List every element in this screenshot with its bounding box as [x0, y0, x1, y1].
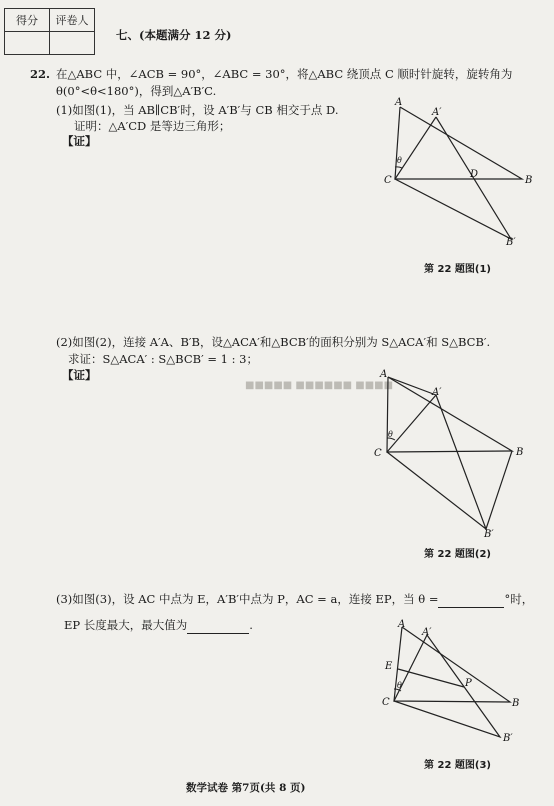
fig1-label-A: A	[395, 97, 403, 108]
figure-3-caption: 第 22 题图(3)	[424, 760, 491, 771]
part1-line1: (1)如图(1)，当 AB∥CB′时，设 A′B′与 CB 相交于点 D.	[56, 103, 339, 117]
page-footer: 数学试卷 第7页(共 8 页)	[186, 782, 306, 794]
figure-2	[370, 365, 550, 540]
part2-line2: 求证：S△ACA′ : S△BCB′ = 1 : 3；	[68, 352, 258, 366]
problem-intro-line2: θ(0°<θ<180°)，得到△A′B′C.	[56, 84, 217, 98]
part3-line1-text: (3)如图(3)，设 AC 中点为 E，A′B′中点为 P，AC = a，连接 EP，当 θ =	[56, 592, 439, 606]
score-cell[interactable]	[5, 32, 50, 55]
bleed-through-text: ■■■■■ ■■■■■■ ■■■■	[245, 380, 394, 391]
fig1-label-C: C	[384, 175, 392, 186]
fig2-label-A-prime: A′	[432, 387, 442, 398]
fig2-label-B: B	[516, 447, 524, 458]
part3-line1	[56, 591, 533, 608]
part3-line2	[64, 617, 253, 634]
fig3-label-P: P	[465, 678, 472, 689]
score-table	[4, 8, 95, 55]
theta-answer-blank[interactable]	[438, 591, 504, 608]
part1-line2: 证明：△A′CD 是等边三角形；	[74, 119, 231, 133]
figure-2-caption: 第 22 题图(2)	[424, 549, 491, 560]
fig1-label-A-prime: A′	[432, 107, 442, 118]
figure-3	[370, 615, 550, 750]
fig3-label-A: A	[398, 619, 406, 630]
fig2-label-A: A	[380, 369, 388, 380]
fig3-label-A-prime: A′	[422, 627, 432, 638]
fig1-label-D: D	[470, 169, 479, 180]
fig1-label-B-prime: B′	[506, 237, 516, 248]
grader-cell[interactable]	[50, 32, 95, 55]
grader-header: 评卷人	[50, 9, 95, 32]
part3-line1-suffix: °时，	[504, 592, 534, 606]
figure-1	[370, 95, 550, 255]
fig3-label-C: C	[382, 697, 390, 708]
fig3-label-B: B	[512, 698, 520, 709]
part3-line2-suffix: .	[249, 618, 253, 632]
fig1-label-B: B	[525, 175, 533, 186]
score-header: 得分	[5, 9, 50, 32]
problem-number: 22.	[30, 67, 51, 81]
fig3-label-theta: θ	[397, 681, 402, 690]
fig1-label-theta: θ	[397, 156, 402, 165]
fig3-label-E: E	[385, 661, 393, 672]
problem-intro-line1: 在△ABC 中，∠ACB = 90°，∠ABC = 30°，将△ABC 绕顶点 C 顺时针旋转，旋转角为	[56, 67, 513, 81]
fig3-label-B-prime: B′	[503, 733, 513, 744]
figure-1-caption: 第 22 题图(1)	[424, 264, 491, 275]
fig2-label-theta: θ	[388, 430, 393, 439]
section-title: 七、(本题满分 12 分)	[116, 28, 232, 42]
part2-proof-tag: 【证】	[62, 368, 97, 382]
max-value-answer-blank[interactable]	[187, 617, 249, 634]
part3-line2-text: EP 长度最大，最大值为	[64, 618, 188, 632]
part1-proof-tag: 【证】	[62, 134, 97, 148]
part2-line1: (2)如图(2)，连接 A′A、B′B，设△ACA′和△BCB′的面积分别为 S△ACA′和 S△BCB′.	[56, 335, 491, 349]
fig2-label-B-prime: B′	[484, 529, 494, 540]
fig2-label-C: C	[374, 448, 382, 459]
